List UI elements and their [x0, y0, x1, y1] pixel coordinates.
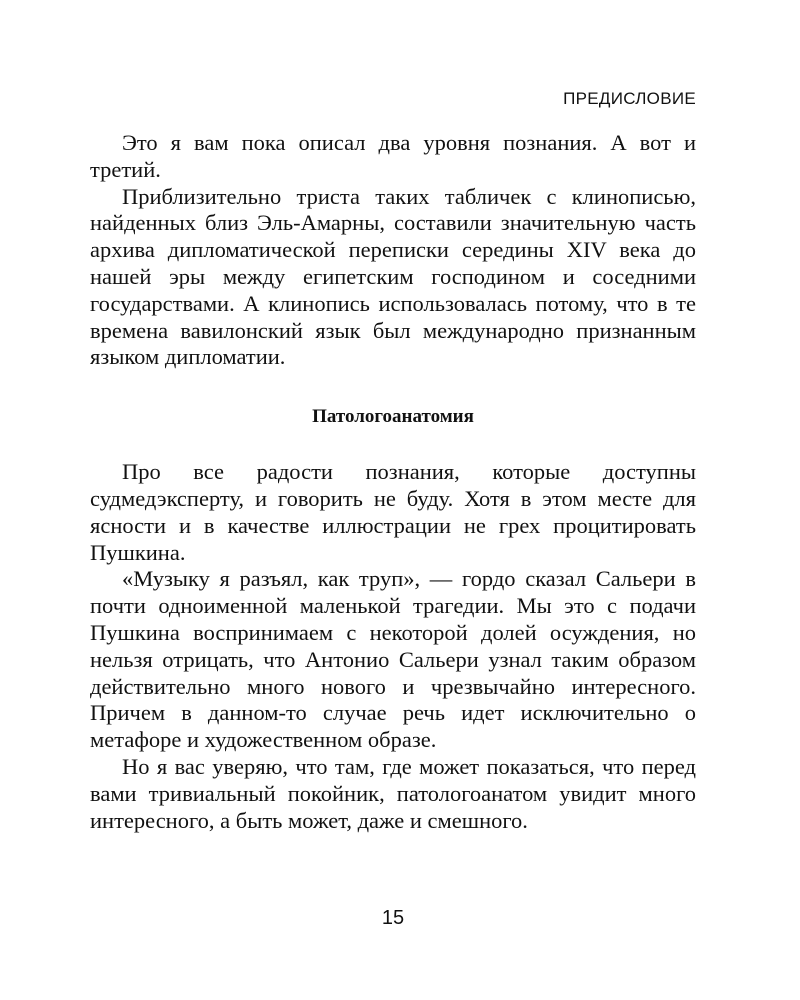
book-page: [90, 80, 696, 960]
paragraph: Про все радости познания, которые доступны судмедэксперту, и говорить не буду. Хотя в этом месте для ясности и в качестве иллюстрации не грех процитировать Пушкина.: [90, 459, 696, 565]
paragraph: Это я вам пока описал два уровня познания. А вот и третий.: [90, 130, 696, 182]
running-head: ПРЕДИСЛОВИЕ: [563, 89, 696, 108]
body-text: [90, 130, 696, 834]
paragraph: Приблизительно триста таких табличек с клинописью, найденных близ Эль-Амарны, составили значительную часть архива дипломатической переписки середины XIV века до нашей эры между египетским господином и соседними государствами. А клинопись использовалась потому, что в те времена вавилонский язык был международно признанным языком дипломатии.: [90, 183, 696, 370]
page-number: 15: [381, 907, 405, 929]
paragraph: Но я вас уверяю, что там, где может показаться, что перед вами тривиальный покойник, патологоанатом увидит много интересного, а быть может, даже и смешного.: [90, 753, 696, 833]
paragraph: «Музыку я разъял, как труп», — гордо сказал Сальери в почти одноименной маленькой трагедии. Мы это с подачи Пушкина воспринимаем с некоторой долей осуждения, но нельзя отрицать, что Антонио Сальери узнал таким образом действительно много нового и чрезвычайно интересного. Причем в данном-то случае речь идет исключительно о метафоре и художественном образе.: [90, 566, 696, 753]
section-heading: Патологоанатомия: [312, 406, 474, 428]
